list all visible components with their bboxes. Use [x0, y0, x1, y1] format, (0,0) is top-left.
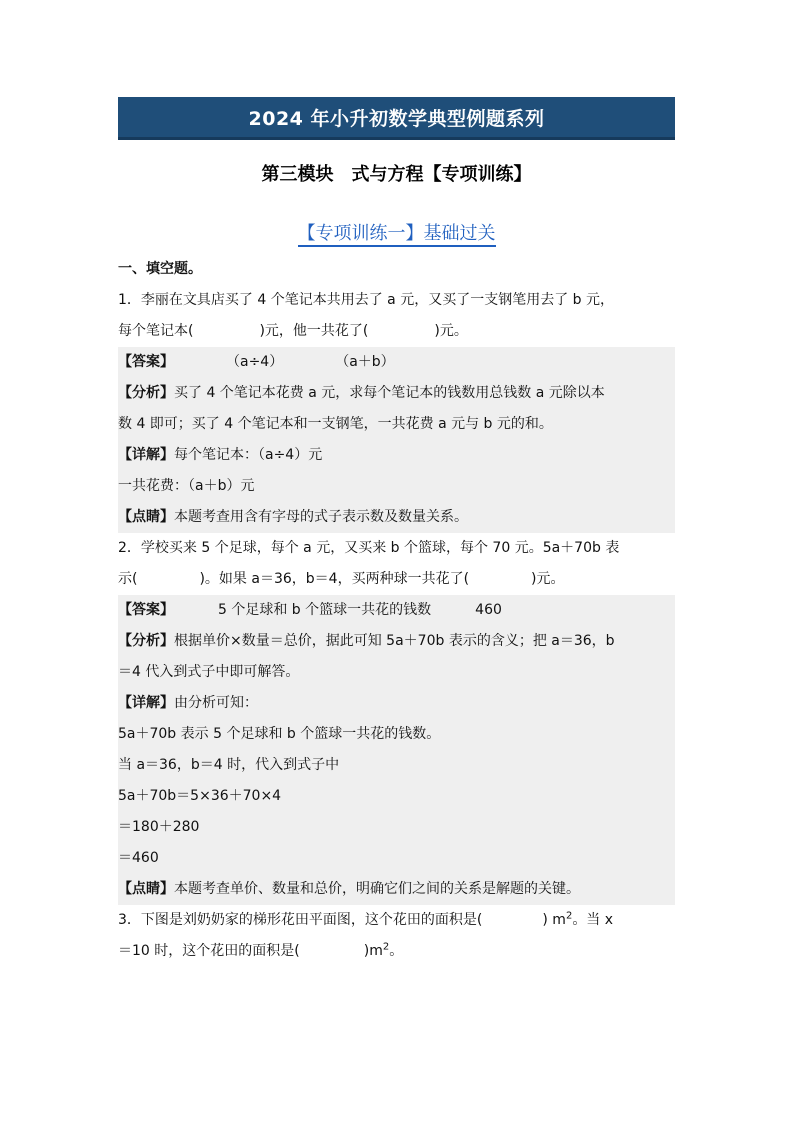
q3-sup-2: 2: [382, 941, 390, 953]
q3-text-d: ＝10 时，这个花田的面积是(: [118, 943, 300, 959]
q2-detail-4: 5a＋70b＝5×36＋70×4: [118, 788, 282, 804]
series-banner: [118, 97, 675, 137]
q2-detail-6: ＝460: [118, 850, 159, 866]
q3-text-f: 。: [389, 943, 404, 959]
q1-analysis-1: [118, 378, 675, 409]
q1-detail-1: [118, 440, 675, 471]
q2-detail-text-1: 由分析可知：: [174, 695, 258, 711]
q1-answer-1: （a÷4）: [226, 354, 284, 370]
q2-comment: [118, 874, 675, 905]
section-title: [118, 219, 675, 245]
q3-line-2: [118, 936, 675, 967]
part-heading: 一、填空题。: [118, 261, 202, 277]
q1-text-c: )元。: [434, 323, 468, 339]
q2-text-a: 示(: [118, 571, 138, 587]
q1-analysis-2: 数 4 即可；买了 4 个笔记本和一支钢笔，一共花费 a 元与 b 元的和。: [118, 416, 553, 432]
q1-comment-text: 本题考查用含有字母的式子表示数及数量关系。: [174, 509, 468, 525]
answer-label: 【答案】: [118, 602, 174, 618]
q3-text-b: ) m: [542, 912, 566, 928]
q1-text-a: 每个笔记本(: [118, 323, 194, 339]
q1-analysis-text-1: 买了 4 个笔记本花费 a 元，求每个笔记本的钱数用总钱数 a 元除以本: [174, 385, 605, 401]
analysis-label: 【分析】: [118, 633, 174, 649]
q2-answer-2: 460: [475, 602, 502, 618]
banner-title: 2024 年小升初数学典型例题系列: [248, 107, 545, 130]
q2-detail-1: [118, 688, 675, 719]
module-title: 第三模块 式与方程【专项训练】: [261, 164, 532, 185]
q1-line-1: 1．李丽在文具店买了 4 个笔记本共用去了 a 元，又买了一支钢笔用去了 b 元，: [118, 292, 614, 308]
comment-label: 【点睛】: [118, 881, 174, 897]
q2-analysis-2: ＝4 代入到式子中即可解答。: [118, 664, 300, 680]
document-content: [118, 254, 675, 967]
comment-label: 【点睛】: [118, 509, 174, 525]
q2-detail-5: ＝180＋280: [118, 819, 200, 835]
q1-detail-text-1: 每个笔记本：（a÷4）元: [174, 447, 323, 463]
q2-comment-text: 本题考查单价、数量和总价，明确它们之间的关系是解题的关键。: [174, 881, 580, 897]
q2-line-1: 2．学校买来 5 个足球，每个 a 元，又买来 b 个篮球，每个 70 元。5a＋70b 表: [118, 540, 620, 556]
answer-label: 【答案】: [118, 354, 174, 370]
section-title-text: 【专项训练一】基础过关: [298, 223, 496, 247]
q3-sup-1: 2: [565, 910, 573, 922]
detail-label: 【详解】: [118, 447, 174, 463]
q2-answer: [118, 595, 675, 626]
q2-solution-block: [118, 595, 675, 905]
detail-label: 【详解】: [118, 695, 174, 711]
q3-text-e: )m: [363, 943, 383, 959]
q1-detail-2: 一共花费：（a＋b）元: [118, 478, 255, 494]
q2-analysis-1: [118, 626, 675, 657]
q2-text-b: )。如果 a＝36，b＝4，买两种球一共花了(: [199, 571, 470, 587]
q1-text-b: )元，他一共花了(: [259, 323, 369, 339]
q3-text-c: 。当 x: [572, 912, 614, 928]
q1-line-2: [118, 316, 675, 347]
q3-text-a: 3．下图是刘奶奶家的梯形花田平面图，这个花田的面积是(: [118, 912, 483, 928]
q1-answer: [118, 347, 675, 378]
q2-analysis-text-1: 根据单价×数量＝总价，据此可知 5a＋70b 表示的含义；把 a＝36，b: [174, 633, 615, 649]
q3-line-1: [118, 905, 675, 936]
q2-detail-3: 当 a＝36，b＝4 时，代入到式子中: [118, 757, 340, 773]
q2-text-c: )元。: [531, 571, 565, 587]
q2-line-2: [118, 564, 675, 595]
q2-detail-2: 5a＋70b 表示 5 个足球和 b 个篮球一共花的钱数。: [118, 726, 441, 742]
q1-solution-block: [118, 347, 675, 533]
analysis-label: 【分析】: [118, 385, 174, 401]
q1-answer-2: （a＋b）: [335, 354, 395, 370]
q1-comment: [118, 502, 675, 533]
q2-answer-1: 5 个足球和 b 个篮球一共花的钱数: [218, 602, 432, 618]
